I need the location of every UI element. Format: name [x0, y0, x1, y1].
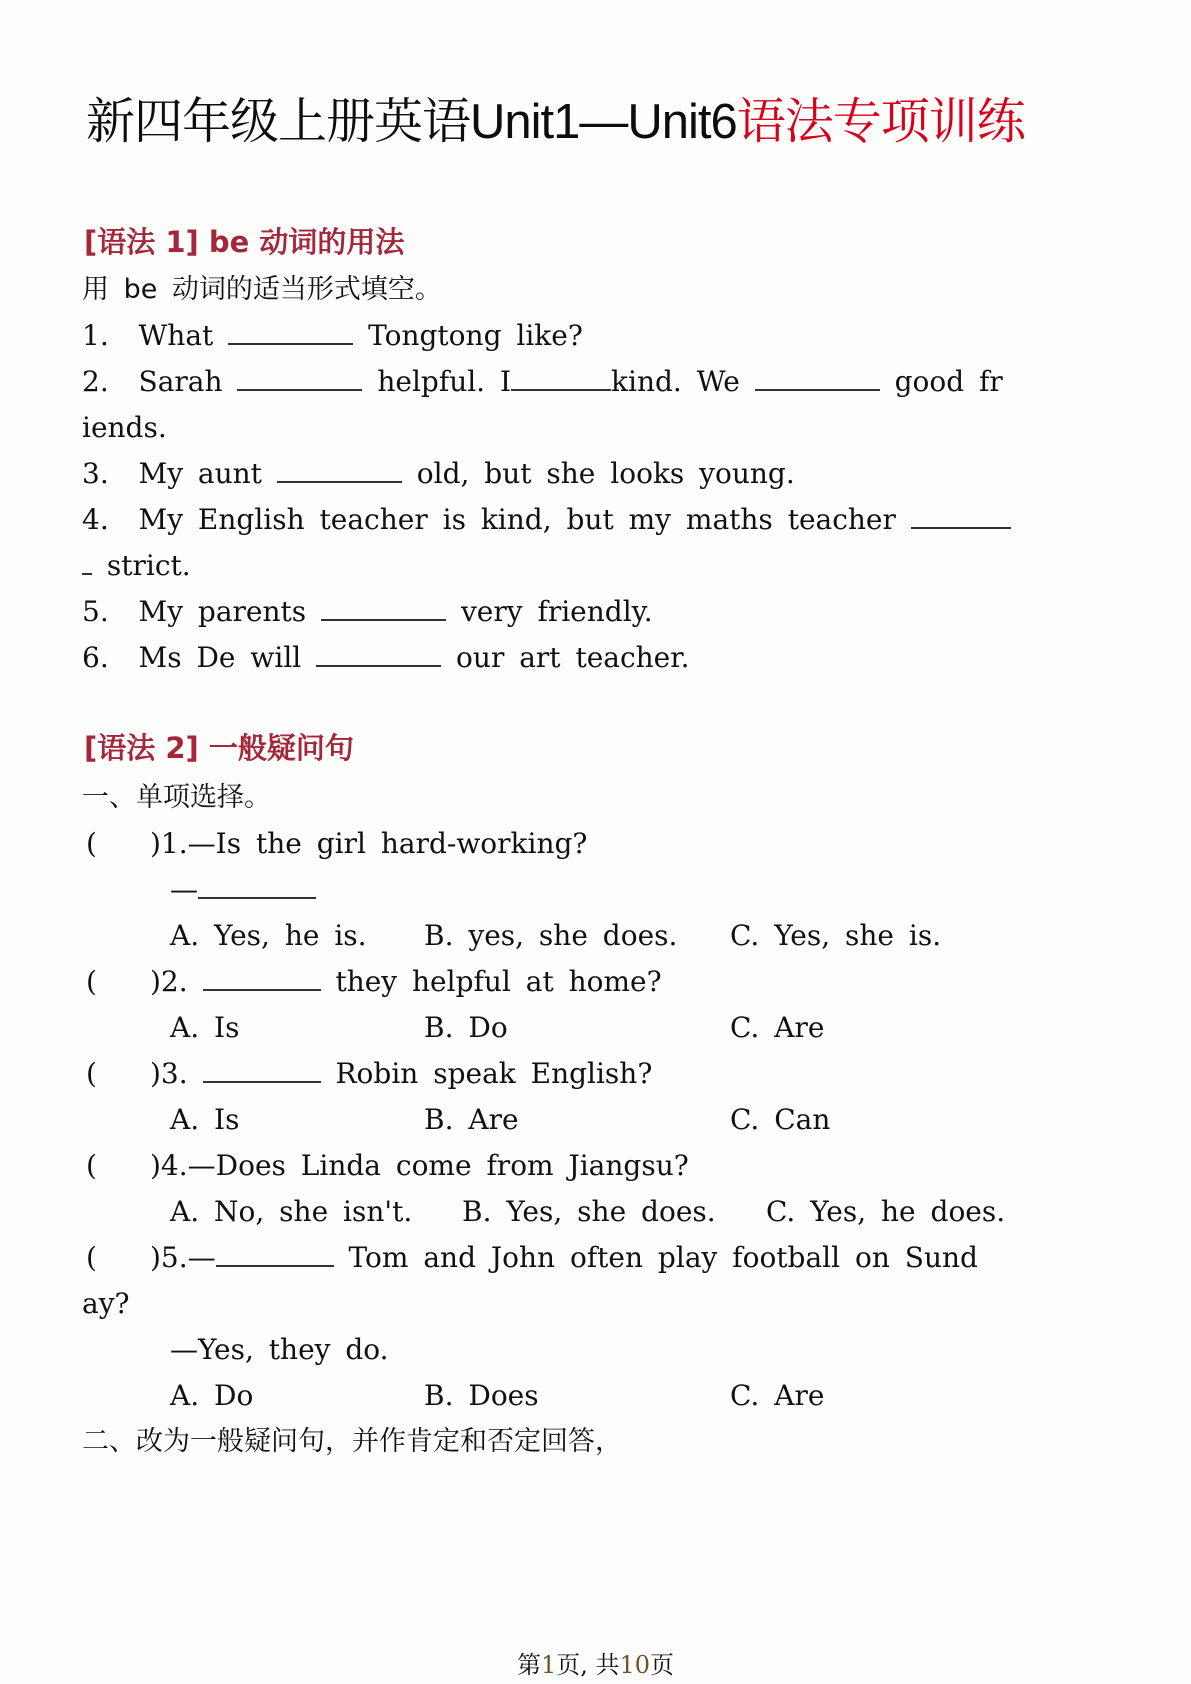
q3: )3. Robin speak English? [150, 1057, 653, 1090]
s1-item-4: 4. My English teacher is kind, but my maths teacher [82, 500, 1011, 540]
page-title [86, 92, 1025, 152]
q1-option-a[interactable]: A. Yes, he is. [170, 919, 367, 952]
q4: )4.—Does Linda come from Jiangsu? [150, 1149, 689, 1182]
part1-title: 一、单项选择。 [82, 782, 271, 813]
page-footer: 第1页, 共10页 [516, 1651, 675, 1679]
q2-option-b[interactable]: B. Do [424, 1011, 508, 1044]
q5-option-c[interactable]: C. Are [730, 1379, 825, 1412]
answer-blank[interactable] [321, 593, 446, 621]
q1-option-c[interactable]: C. Yes, she is. [730, 919, 942, 952]
title-black: 新四年级上册英语Unit1—Unit6 [86, 95, 737, 149]
q2: )2. they helpful at home? [150, 965, 662, 998]
q5-option-a[interactable]: A. Do [170, 1379, 254, 1412]
s1-item-2-cont: iends. [82, 411, 167, 444]
section2-heading: [语法 2] 一般疑问句 [84, 731, 354, 765]
page-total: 10 [619, 1651, 651, 1679]
title-red: 语法专项训练 [736, 95, 1025, 149]
q5-option-b[interactable]: B. Does [424, 1379, 539, 1412]
page-number: 1 [540, 1651, 557, 1679]
q5-paren[interactable]: ( [86, 1241, 97, 1274]
s1-item-2: 2. Sarah helpful. I kind. We good fr [82, 365, 1003, 398]
answer-blank[interactable] [203, 963, 321, 991]
q4-paren[interactable]: ( [86, 1149, 97, 1182]
answer-blank[interactable] [228, 317, 353, 345]
s1-item-3: 3. My aunt old, but she looks young. [82, 457, 795, 490]
q2-option-c[interactable]: C. Are [730, 1011, 825, 1044]
q2-option-a[interactable]: A. Is [170, 1011, 240, 1044]
q1-answer-line: — [170, 870, 316, 910]
s1-item-4-cont: strict. [82, 546, 191, 586]
answer-blank[interactable] [511, 363, 611, 391]
answer-blank[interactable] [911, 501, 1011, 529]
section1-heading: [语法 1] be 动词的用法 [84, 225, 405, 259]
q4-option-b[interactable]: B. Yes, she does. [462, 1195, 716, 1228]
q3-option-c[interactable]: C. Can [730, 1103, 831, 1136]
answer-blank[interactable] [277, 455, 402, 483]
answer-blank[interactable] [203, 1055, 321, 1083]
answer-blank[interactable] [316, 639, 441, 667]
q1-option-b[interactable]: B. yes, she does. [424, 919, 678, 952]
s1-item-1: 1. What Tongtong like? [82, 319, 583, 352]
q3-option-a[interactable]: A. Is [170, 1103, 240, 1136]
answer-blank[interactable] [216, 1239, 334, 1267]
q3-paren[interactable]: ( [86, 1057, 97, 1090]
s1-item-5: 5. My parents very friendly. [82, 595, 653, 628]
section1-instruction: 用 be 动词的适当形式填空。 [82, 274, 442, 305]
q1-paren[interactable]: ( [86, 827, 97, 860]
answer-blank[interactable] [237, 363, 362, 391]
q5-reply: —Yes, they do. [170, 1333, 389, 1366]
q1: )1.—Is the girl hard-working? [150, 827, 588, 860]
q4-option-a[interactable]: A. No, she isn't. [170, 1195, 413, 1228]
s1-item-6: 6. Ms De will our art teacher. [82, 641, 690, 674]
q2-paren[interactable]: ( [86, 965, 97, 998]
q4-option-c[interactable]: C. Yes, he does. [766, 1195, 1006, 1228]
answer-blank[interactable] [755, 363, 880, 391]
part2-title: 二、改为一般疑问句，并作肯定和否定回答， [82, 1426, 622, 1457]
q5: )5.— Tom and John often play football on Sund [150, 1241, 978, 1274]
answer-blank[interactable] [198, 871, 316, 899]
q3-option-b[interactable]: B. Are [424, 1103, 519, 1136]
answer-blank-cont[interactable] [82, 547, 92, 575]
q5-cont: ay? [82, 1287, 130, 1320]
